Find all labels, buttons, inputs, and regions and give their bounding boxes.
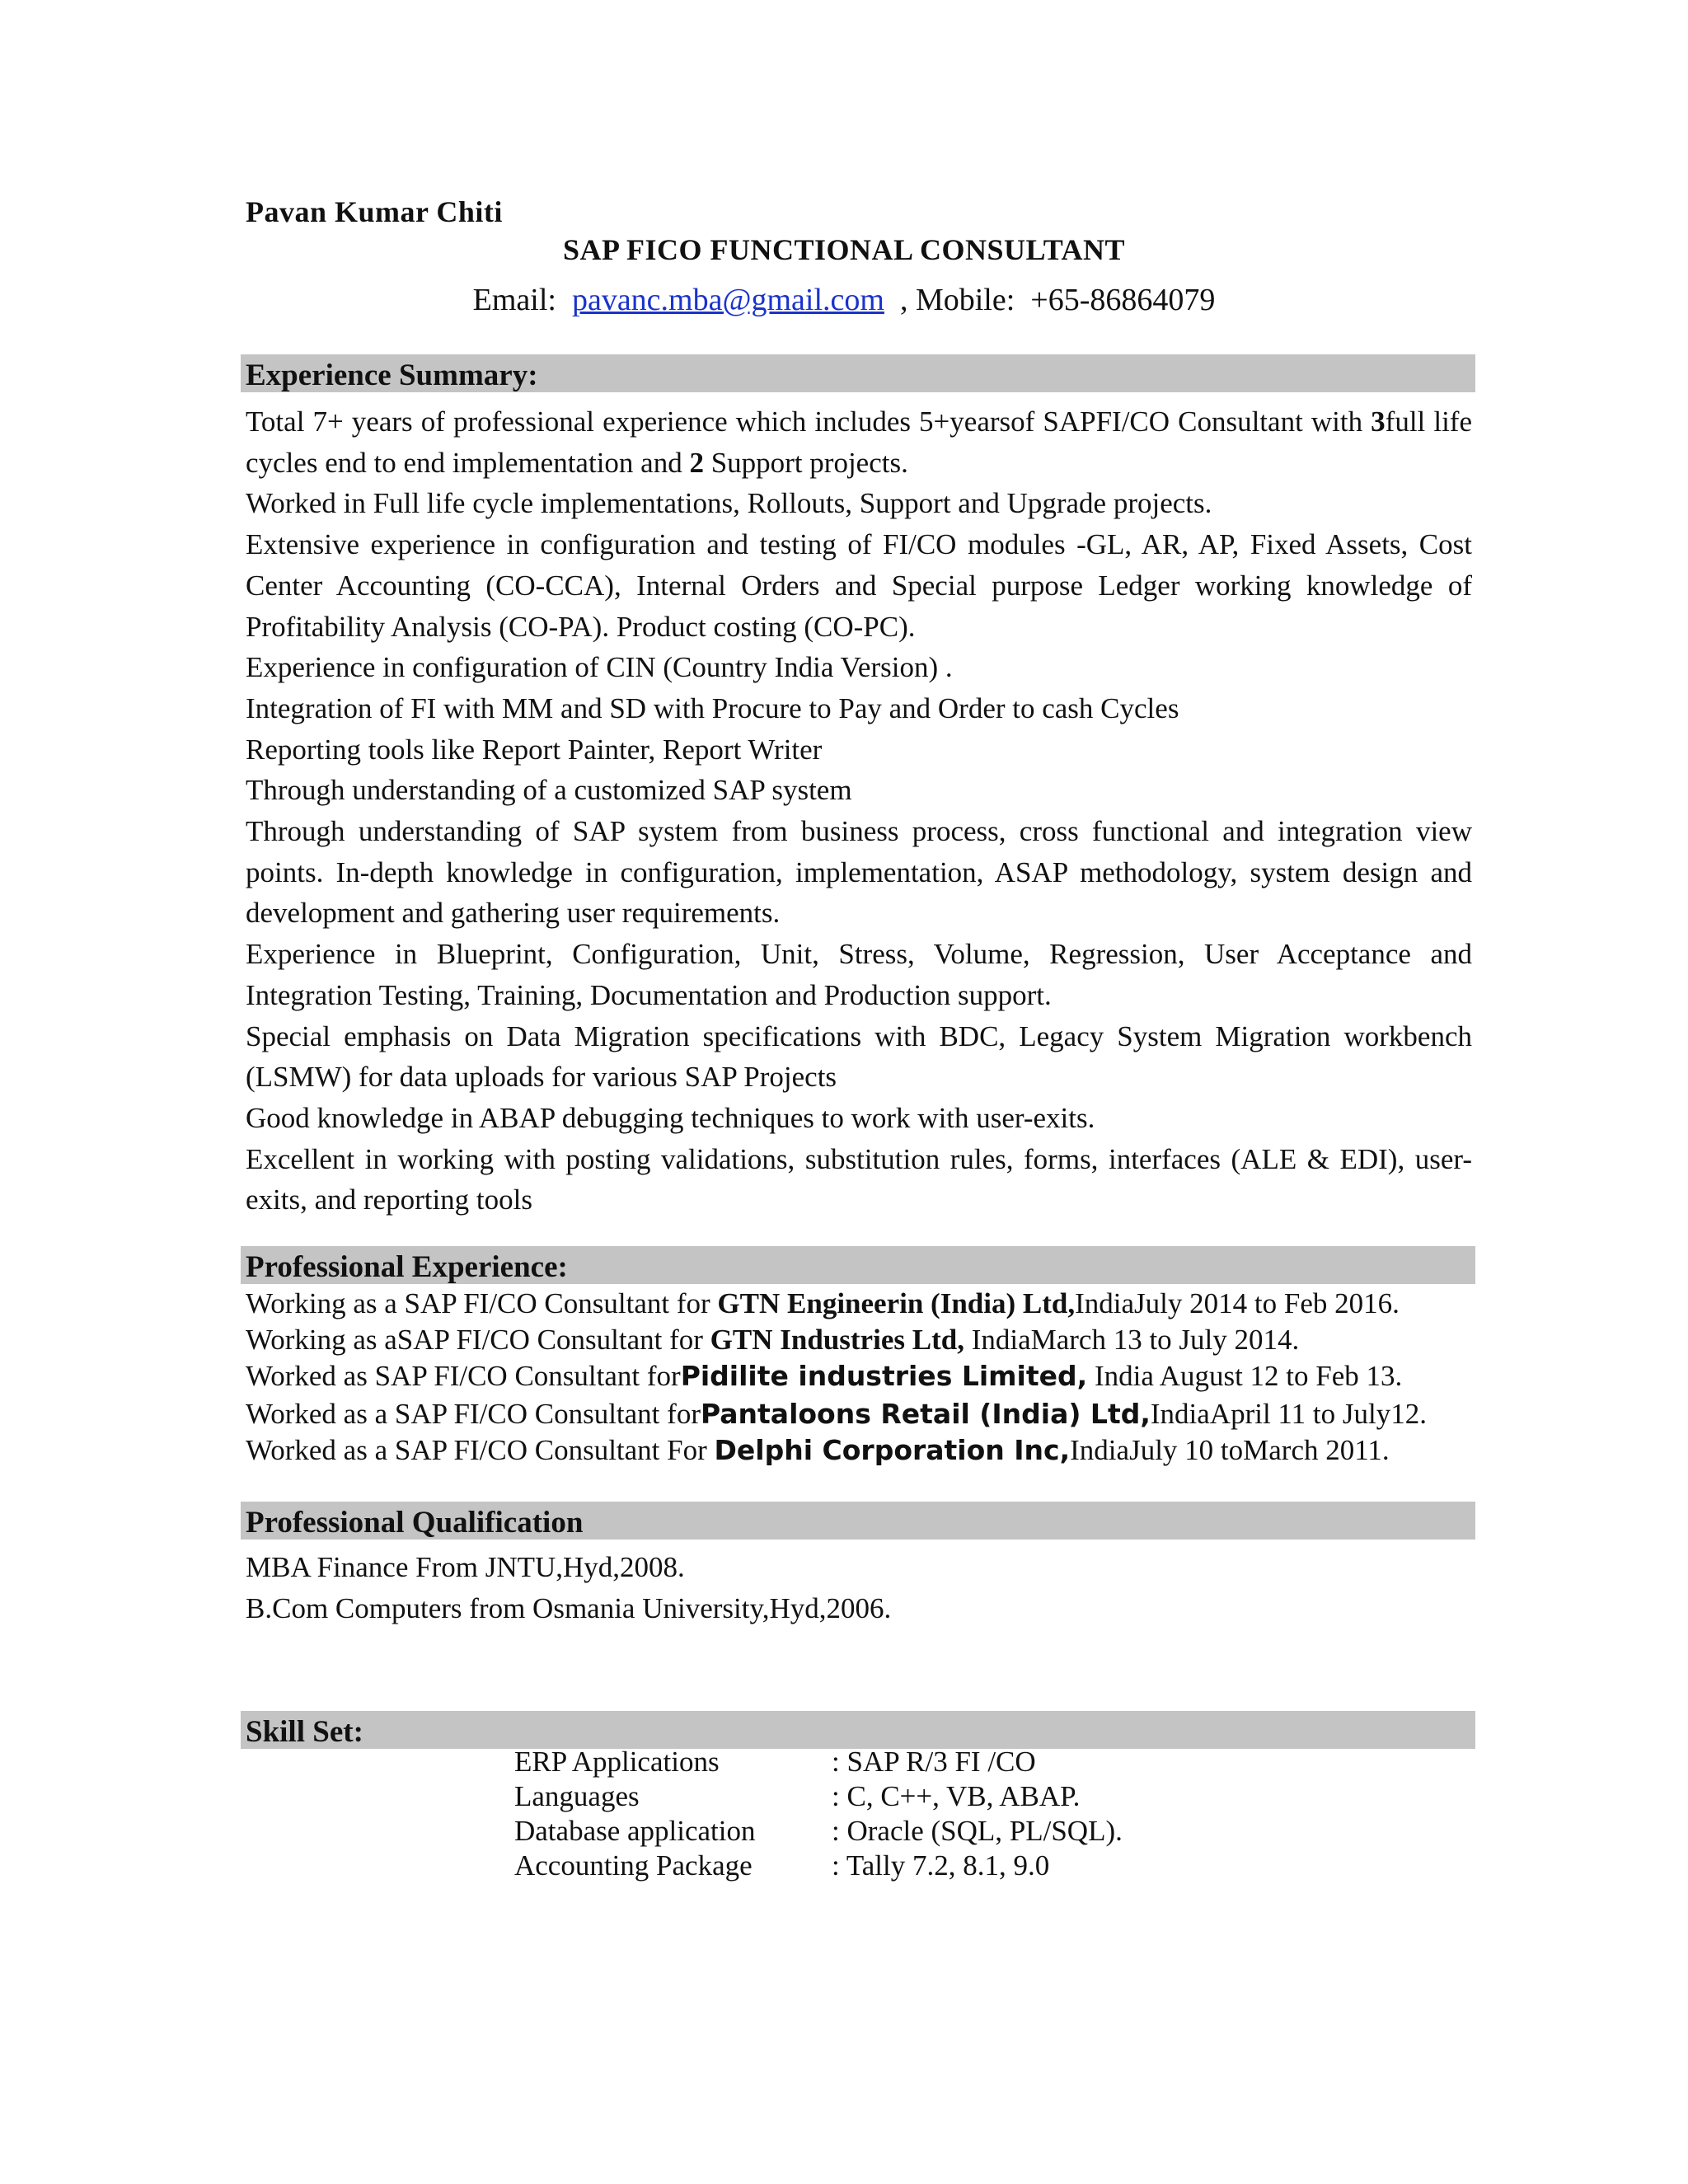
experience-entry: Working as a SAP FI/CO Consultant for GTN Engineerin (India) Ltd,IndiaJuly 2014 to Feb 2016. <box>246 1287 1400 1319</box>
email-link[interactable]: pavanc.mba@gmail.com <box>571 283 884 317</box>
email-label: Email: <box>472 283 556 317</box>
job-title: SAP FICO FUNCTIONAL CONSULTANT <box>562 233 1126 266</box>
professional-qualification-header <box>241 1502 1475 1540</box>
summary-item: Through understanding of SAP system from business process, cross functional and integration view points. In-depth knowledge in configuration, implementation, ASAP methodology, system design and development and gathering user requirements. <box>246 815 1472 930</box>
section-heading: Professional Experience: <box>246 1250 568 1284</box>
section-heading: Skill Set: <box>246 1715 363 1749</box>
summary-item: Total 7+ years of professional experience which includes 5+yearsof SAPFI/CO Consultant with 3full life cycles end to end implementation and 2 Support projects. <box>246 405 1472 479</box>
skill-set-header <box>241 1711 1475 1749</box>
contact-line <box>0 282 1688 318</box>
experience-entry: Worked as a SAP FI/CO Consultant forPantaloons Retail (India) Ltd,IndiaApril 11 to July12. <box>246 1398 1427 1430</box>
summary-item: Through understanding of a customized SAP system <box>246 774 852 807</box>
experience-summary-header <box>241 354 1475 392</box>
skill-label: ERP Applications <box>514 1746 720 1778</box>
experience-summary-list <box>246 401 1472 1221</box>
summary-item: Worked in Full life cycle implementations, Rollouts, Support and Upgrade projects. <box>246 487 1212 520</box>
skill-value: : Oracle (SQL, PL/SQL). <box>832 1815 1123 1847</box>
summary-item: Special emphasis on Data Migration specifications with BDC, Legacy System Migration workbench (LSMW) for data uploads for various SAP Projects <box>246 1019 1472 1094</box>
summary-item: Good knowledge in ABAP debugging techniques to work with user-exits. <box>246 1101 1095 1134</box>
skill-label: Database application <box>514 1815 756 1847</box>
skill-label: Accounting Package <box>514 1849 753 1882</box>
experience-entry: Worked as a SAP FI/CO Consultant For Delphi Corporation Inc,IndiaJuly 10 toMarch 2011. <box>246 1434 1390 1466</box>
mobile-label: , Mobile: <box>899 283 1015 317</box>
summary-item: Excellent in working with posting validations, substitution rules, forms, interfaces (ALE & EDI), user-exits, and reporting tools <box>246 1142 1472 1216</box>
professional-experience-header <box>241 1246 1475 1284</box>
qualification-item: B.Com Computers from Osmania University,Hyd,2006. <box>246 1592 892 1624</box>
skill-value: : Tally 7.2, 8.1, 9.0 <box>832 1849 1050 1882</box>
summary-item: Integration of FI with MM and SD with Procure to Pay and Order to cash Cycles <box>246 691 1179 724</box>
summary-item: Experience in Blueprint, Configuration, Unit, Stress, Volume, Regression, User Acceptance and Integration Testing, Training, Documentation and Production support. <box>246 938 1472 1011</box>
summary-item: Experience in configuration of CIN (Country India Version) . <box>246 651 953 684</box>
mobile-number: +65-86864079 <box>1030 283 1216 317</box>
candidate-name: Pavan Kumar Chiti <box>246 195 503 228</box>
qualification-item: MBA Finance From JNTU,Hyd,2008. <box>246 1551 685 1583</box>
experience-entry: Worked as SAP FI/CO Consultant forPidilite industries Limited, India August 12 to Feb 13. <box>246 1360 1403 1392</box>
skill-value: : C, C++, VB, ABAP. <box>832 1780 1081 1812</box>
experience-entry: Working as aSAP FI/CO Consultant for GTN Industries Ltd, IndiaMarch 13 to July 2014. <box>246 1324 1300 1356</box>
section-heading: Professional Qualification <box>246 1506 584 1540</box>
section-heading: Experience Summary: <box>246 359 538 392</box>
summary-item: Reporting tools like Report Painter, Report Writer <box>246 733 823 766</box>
summary-item: Extensive experience in configuration and testing of FI/CO modules -GL, AR, AP, Fixed Assets, Cost Center Accounting (CO-CCA), Internal Orders and Special purpose Ledger working knowledge of Profitability Analysis (CO-PA). Product costing (CO-PC). <box>246 528 1472 643</box>
skill-value: : SAP R/3 FI /CO <box>832 1746 1036 1778</box>
skill-label: Languages <box>514 1780 640 1812</box>
